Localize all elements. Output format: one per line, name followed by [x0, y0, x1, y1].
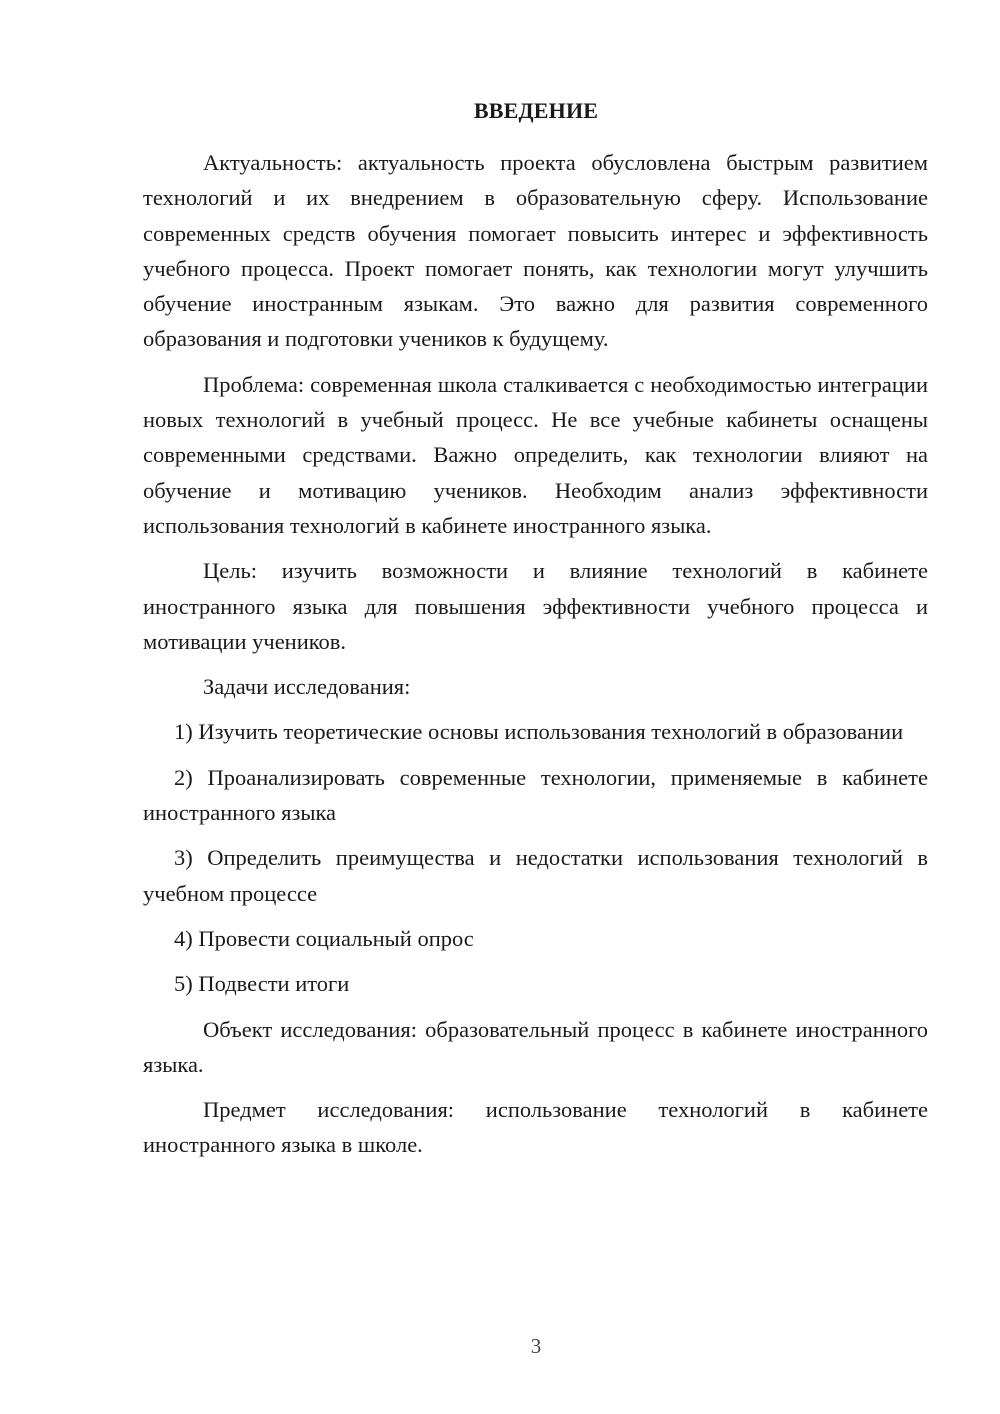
tasks-heading: Задачи исследования: [203, 674, 411, 700]
object-paragraph: Объект исследования: образовательный процесс в кабинете иностранного языка. [143, 1016, 928, 1077]
subject-paragraph: Предмет исследования: использование технологий в кабинете иностранного языка в школе. [143, 1097, 928, 1158]
task-item-1: 1) Изучить теоретические основы использования технологий в образовании [174, 719, 904, 745]
task-item-5: 5) Подвести итоги [174, 971, 350, 997]
relevance-paragraph: Актуальность: актуальность проекта обусловлена быстрым развитием технологий и их внедрением в образовательную сферу. Использование современных средств обучения помогает повысить интерес и эффективность учебного процесса. Проект помогает понять, как технологии могут улучшить обучение иностранным языкам. Это важно для развития современного образования и подготовки учеников к будущему. [143, 150, 928, 352]
task-item-3: 3) Определить преимущества и недостатки использования технологий в учебном процессе [143, 845, 928, 906]
task-item-2: 2) Проанализировать современные технологии, применяемые в кабинете иностранного языка [143, 764, 928, 826]
goal-paragraph: Цель: изучить возможности и влияние технологий в кабинете иностранного языка для повышения эффективности учебного процесса и мотивации учеников. [143, 558, 928, 654]
document-body [143, 145, 928, 1163]
page-number: 3 [530, 1334, 542, 1358]
task-item-4: 4) Провести социальный опрос [174, 925, 474, 951]
problem-paragraph: Проблема: современная школа сталкивается с необходимостью интеграции новых технологий в учебный процесс. Не все учебные кабинеты оснащены современными средствами. Важно определить, как технологии влияют на обучение и мотивацию учеников. Необходим анализ эффективности использования технологий в кабинете иностранного языка. [143, 371, 928, 538]
section-title: ВВЕДЕНИЕ [473, 98, 599, 123]
